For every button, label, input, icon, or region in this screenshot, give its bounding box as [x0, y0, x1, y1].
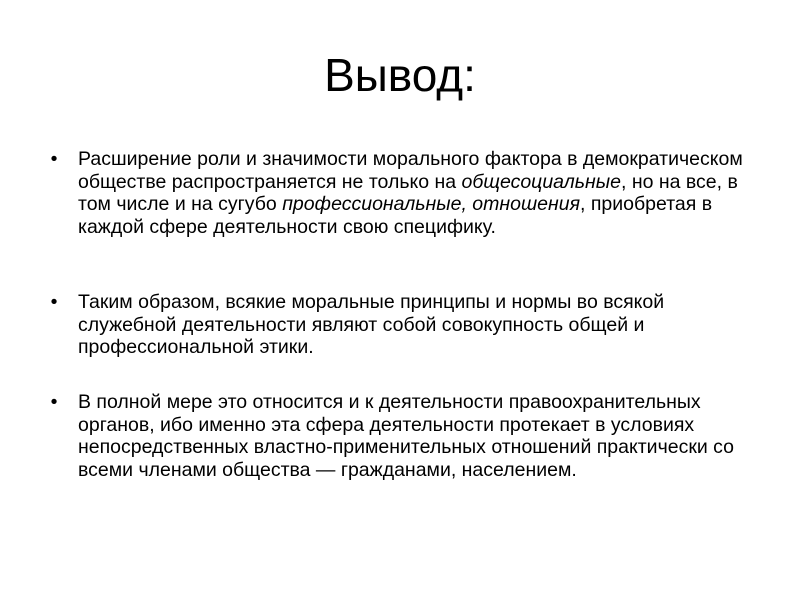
bullet-3-text: В полной мере это относится и к деятельности правоохранительных органов, ибо именно эта сфера деятельности протекает в условиях непосредственных властно-применительных отношений практически со всеми членами общества — гражданами, населением. — [78, 391, 734, 481]
bullet-1-text-part-2: , но на все, в том числе и на сугубо — [78, 170, 738, 215]
bullet-item-3 — [50, 391, 758, 481]
bullet-2-text: Таким образом, всякие моральные принципы и нормы во всякой служебной деятельности являют собой совокупность общей и профессиональной этики. — [78, 291, 665, 358]
bullet-dot-icon: • — [50, 391, 58, 413]
bullet-1-text-part-1: Расширение роли и значимости морального фактора в демократическом обществе распространяется не только на — [78, 148, 743, 193]
bullet-1-italic-professional: профессиональные, отношения — [282, 193, 580, 215]
bullet-item-1 — [50, 148, 758, 238]
bullet-dot-icon: • — [50, 148, 58, 170]
bullet-1-text-part-3: , приобретая в каждой сфере деятельности свою специфику. — [78, 193, 713, 238]
bullet-item-2 — [50, 291, 758, 359]
slide-title: Вывод: — [324, 49, 476, 101]
bullet-dot-icon: • — [50, 291, 58, 313]
bullet-1-italic-general-social: общесоциальные — [461, 170, 621, 193]
